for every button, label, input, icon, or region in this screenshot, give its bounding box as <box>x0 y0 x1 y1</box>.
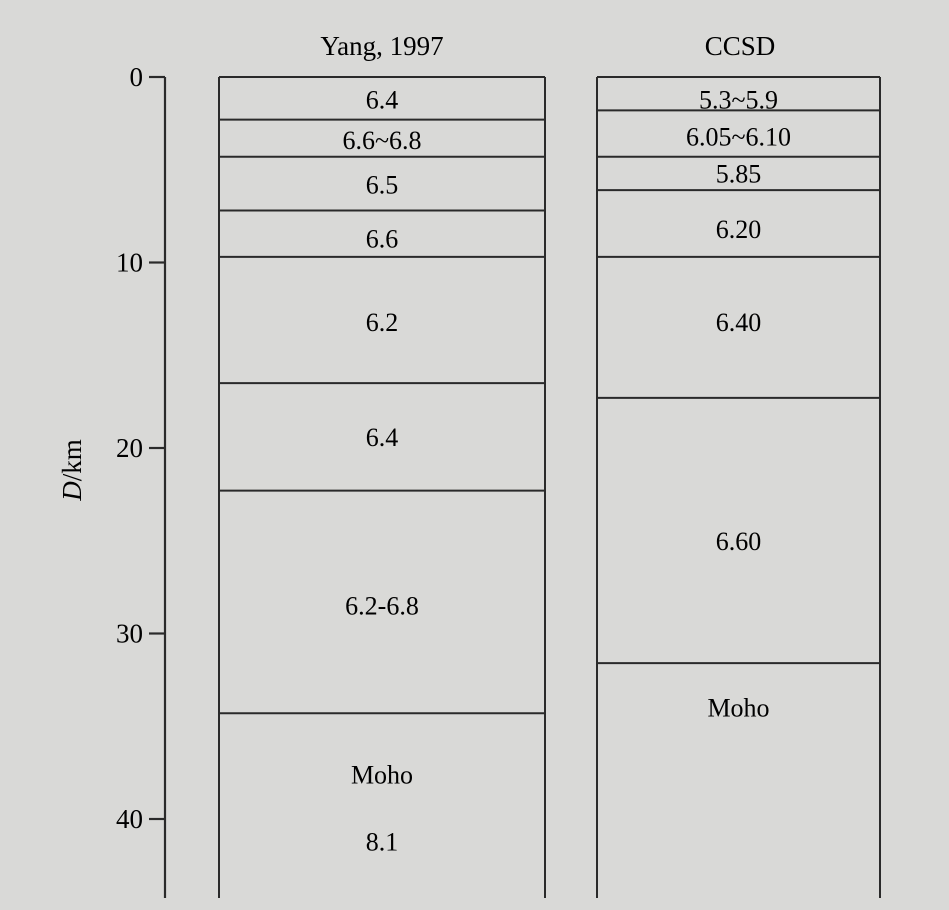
column-title: Yang, 1997 <box>320 31 444 61</box>
velocity-label: 6.05~6.10 <box>685 122 792 152</box>
column-title: CCSD <box>704 31 776 61</box>
velocity-label: 6.6 <box>365 224 399 254</box>
ccsd-column <box>597 31 880 898</box>
velocity-label: 6.4 <box>365 422 399 452</box>
velocity-label: 6.60 <box>715 526 762 556</box>
velocity-label: 6.2-6.8 <box>345 591 419 621</box>
moho-label: Moho <box>350 760 414 790</box>
velocity-label: 5.3~5.9 <box>698 85 779 115</box>
depth-tick-label: 40 <box>116 804 143 834</box>
velocity-label: 6.5 <box>365 170 399 200</box>
moho-label: Moho <box>707 693 770 723</box>
velocity-label: 6.6~6.8 <box>342 126 422 156</box>
yang-1997-column <box>219 31 545 898</box>
velocity-label: 8.1 <box>365 827 399 857</box>
velocity-label: 6.40 <box>715 307 762 337</box>
depth-axis-unit: /km <box>57 439 87 482</box>
depth-tick-label: 20 <box>116 433 143 463</box>
depth-tick-label: 30 <box>116 618 143 649</box>
depth-axis-title <box>57 439 87 502</box>
depth-tick-label: 0 <box>129 62 143 92</box>
depth-axis <box>57 62 165 898</box>
depth-axis-symbol: D <box>57 481 87 501</box>
velocity-label: 6.4 <box>365 85 399 115</box>
velocity-label: 5.85 <box>715 159 762 189</box>
depth-tick-label: 10 <box>116 247 143 278</box>
velocity-label: 6.2 <box>365 307 399 337</box>
velocity-label: 6.20 <box>715 215 762 245</box>
